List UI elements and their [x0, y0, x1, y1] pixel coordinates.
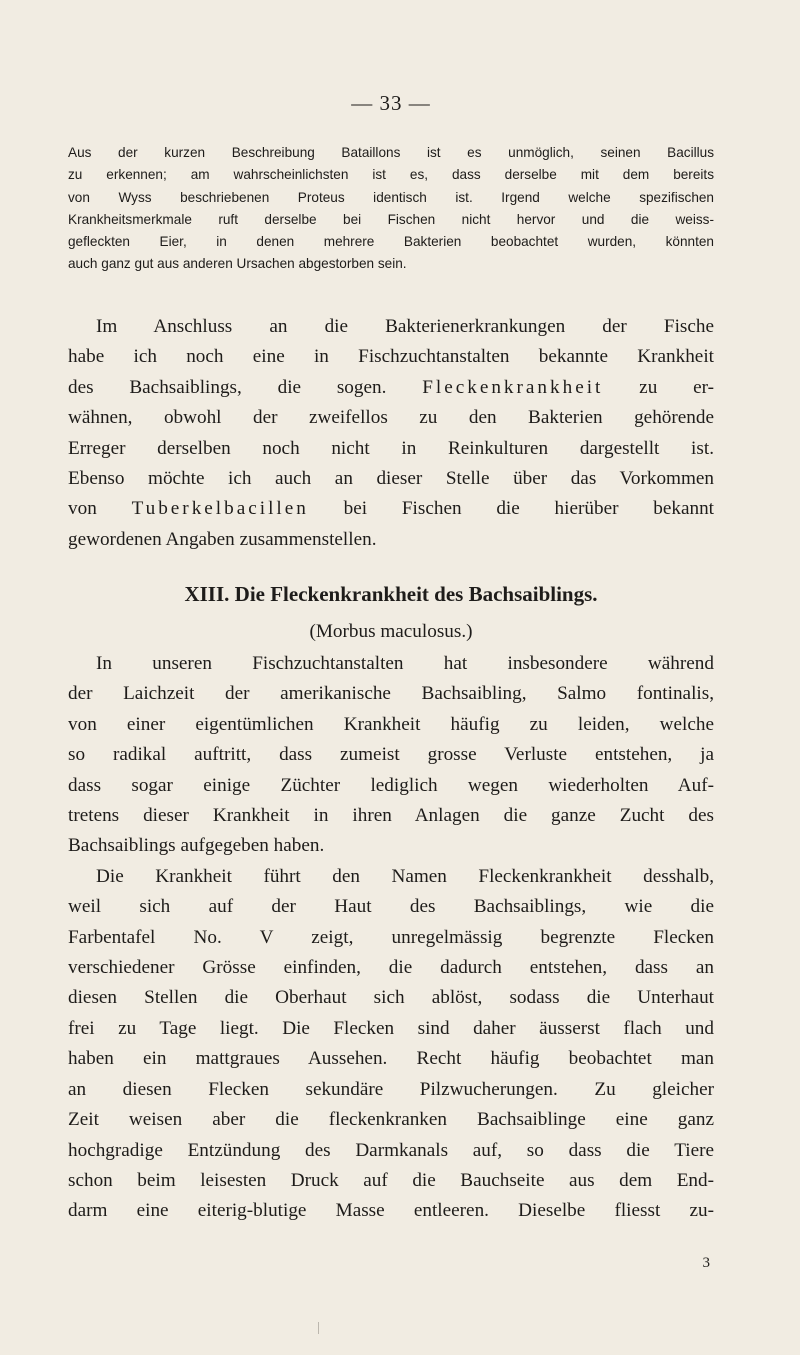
text-line: Die Krankheit führt den Namen Fleckenkrankheit desshalb, [96, 865, 714, 887]
text-fragment: bei Fischen die hierüber bekannt [308, 498, 715, 520]
text-line: Krankheitsmerkmale ruft derselbe bei Fischen nicht hervor und die weiss- [68, 211, 714, 227]
text-line: der Laichzeit der amerikanische Bachsaibling, Salmo fontinalis, [68, 683, 714, 705]
text-line [68, 494, 714, 524]
signature-number: 3 [702, 1255, 710, 1271]
text-line: Farbentafel No. V zeigt, unregelmässig begrenzte Flecken [68, 926, 714, 948]
text-line: habe ich noch eine in Fischzuchtanstalten bekannte Krankheit [68, 346, 714, 368]
spaced-term: Tuberkelbacillen [131, 498, 309, 520]
text-line: haben ein mattgraues Aussehen. Recht häufig beobachtet man [68, 1048, 714, 1070]
spaced-term: Fleckenkrankheit [422, 376, 604, 398]
text-line: auch ganz gut aus anderen Ursachen abgestorben sein. [68, 256, 407, 272]
paragraph-small-print [68, 142, 714, 276]
text-line: Bachsaiblings aufgegeben haben. [68, 835, 325, 857]
text-line: so radikal auftritt, dass zumeist grosse Verluste entstehen, ja [68, 744, 714, 766]
text-line: Zeit weisen aber die fleckenkranken Bachsaiblinge eine ganz [68, 1109, 714, 1131]
section-subheading: (Morbus maculosus.) [309, 621, 473, 642]
paragraph-intro [68, 312, 714, 555]
paper-blemish [318, 1322, 325, 1334]
text-line: darm eine eiterig-blutige Masse entleeren. Dieselbe fliesst zu- [68, 1200, 714, 1222]
page-number: — 33 — [351, 91, 431, 115]
text-line: zu erkennen; am wahrscheinlichsten ist es, dass derselbe mit dem bereits [68, 167, 714, 183]
text-line: Im Anschluss an die Bakterienerkrankungen der Fische [96, 316, 714, 337]
text-line: dass sogar einige Züchter lediglich wegen wiederholten Auf- [68, 774, 714, 796]
text-line: an diesen Flecken sekundäre Pilzwucherungen. Zu gleicher [68, 1078, 714, 1100]
text-line: diesen Stellen die Oberhaut sich ablöst, sodass die Unterhaut [68, 987, 714, 1009]
text-line: Erreger derselben noch nicht in Reinkulturen dargestellt ist. [68, 437, 714, 459]
text-line: hochgradige Entzündung des Darmkanals auf, so dass die Tiere [68, 1139, 714, 1161]
text-fragment: zu er- [603, 376, 714, 398]
text-line: von einer eigentümlichen Krankheit häufig zu leiden, welche [68, 713, 714, 735]
text-line: verschiedener Grösse einfinden, die dadurch entstehen, dass an [68, 957, 714, 979]
text-fragment: des Bachsaiblings, die sogen. [68, 376, 423, 398]
text-line: gewordenen Angaben zusammenstellen. [68, 528, 377, 550]
text-line: weil sich auf der Haut des Bachsaiblings, wie die [68, 896, 714, 918]
text-line: Ebenso möchte ich auch an dieser Stelle über das Vorkommen [68, 468, 714, 490]
text-line: schon beim leisesten Druck auf die Bauchseite aus dem End- [68, 1169, 714, 1191]
section-body [68, 649, 714, 1227]
signature-mark [68, 1255, 714, 1272]
text-line: In unseren Fischzuchtanstalten hat insbesondere während [96, 653, 714, 674]
text-line: frei zu Tage liegt. Die Flecken sind daher äusserst flach und [68, 1017, 714, 1039]
text-line [68, 373, 714, 403]
text-line: von Wyss beschriebenen Proteus identisch ist. Irgend welche spezifischen [68, 189, 714, 205]
section-heading: XIII. Die Fleckenkrankheit des Bachsaiblings. [184, 582, 598, 606]
text-line: wähnen, obwohl der zweifellos zu den Bakterien gehörende [68, 407, 714, 429]
text-line: tretens dieser Krankheit in ihren Anlagen die ganze Zucht des [68, 805, 714, 827]
text-line: gefleckten Eier, in denen mehrere Bakterien beobachtet wurden, könnten [68, 234, 714, 250]
text-line: Aus der kurzen Beschreibung Bataillons ist es unmöglich, seinen Bacillus [68, 145, 714, 160]
text-fragment: von [68, 498, 132, 520]
